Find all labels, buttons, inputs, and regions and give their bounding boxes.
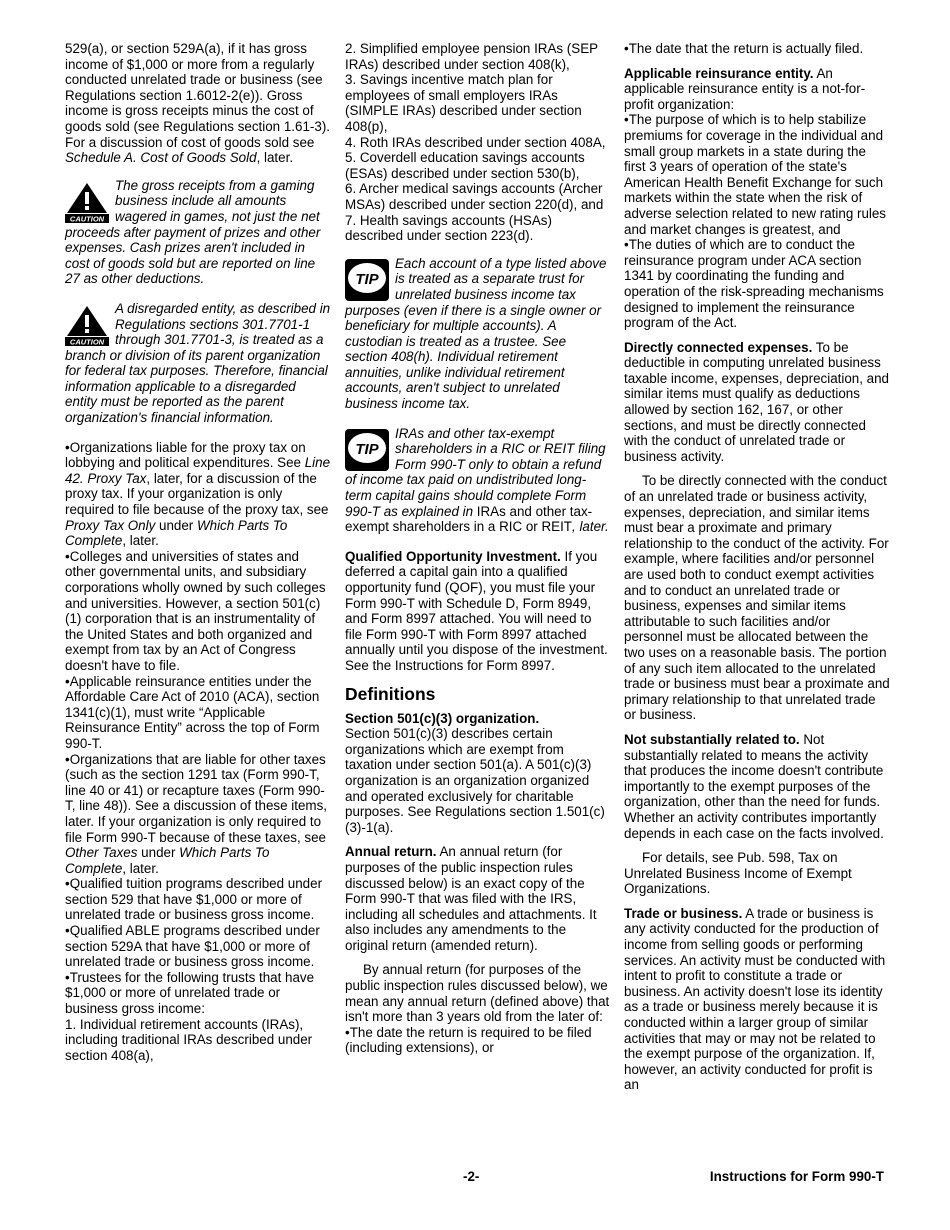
document-title: Instructions for Form 990-T (709, 1169, 884, 1184)
list-item-simple-iras: 3. Savings incentive match plan for employees of small employers IRAs (SIMPLE IRAs) described under section 408(p), (345, 72, 582, 134)
caution-note-disregarded-entity: CAUTION A disregarded entity, as described in Regulations sections 301.7701-1 through 301.7701-3, is treated as a branch or division of its parent organization for federal tax purposes. Therefore, financial information applicable to a disregarded entity must be reported as the parent organization's financial information. (65, 300, 331, 426)
bullet-reinsurance: •Applicable reinsurance entities under the Affordable Care Act of 2010 (ACA), section 1341(c)(1), must write “Applicable Reinsurance Entity” across the top of Form 990-T. (65, 673, 320, 751)
bullet-date-required: •The date the return is required to be filed (including extensions), or (345, 1024, 592, 1056)
tip-note-ric-reit: TIP IRAs and other tax-exempt shareholders in a RIC or REIT filing Form 990-T only to obtain a refund of income tax paid on undistributed long-term capital gains should complete Form 990-T as explained in IRAs and other tax-exempt shareholders in a RIC or REIT, later. (345, 425, 609, 535)
bullet-able-programs: •Qualified ABLE programs described under section 529A that have $1,000 or more of unrelated trade or business gross income. (65, 923, 320, 970)
bullet-trustees: •Trustees for the following trusts that have $1,000 or more of unrelated trade or business gross income: (65, 969, 315, 1017)
tip-note-separate-trust: TIP Each account of a type listed above is treated as a separate trust for unrelated business income tax purposes (even if there is a single owner or beneficiary for multiple accounts). A custodian is treated as a trustee. See section 408(h). Individual retirement annuities, unlike individual retirement accounts, aren't subject to unrelated business income tax. (345, 255, 607, 412)
svg-text:CAUTION: CAUTION (69, 214, 105, 223)
tip-icon (345, 429, 389, 471)
bullet-proxy-tax: •Organizations liable for the proxy tax on lobbying and political expenditures. See Line 42. Proxy Tax, later, for a discussion of the proxy tax. If your organization is only required to file because of the proxy tax, see Proxy Tax Only under Which Parts To Complete, later. (65, 439, 331, 549)
paragraph-reinsurance-entity: Applicable reinsurance entity. An applicable reinsurance entity is a not-for-profit organization: (624, 65, 866, 112)
column-3 (624, 41, 890, 1093)
list-item-roth-iras: 4. Roth IRAs described under section 408A, (345, 134, 606, 150)
paragraph-qualified-opportunity: Qualified Opportunity Investment. If you deferred a capital gain into a qualified opportunity fund (QOF), you must file your Form 990-T with Schedule D, Form 8949, and Form 8997 attached. You will need to file Form 990-T with Form 8997 attached annually until you dispose of the investment. See the Instructions for Form 8997. (345, 548, 608, 673)
paragraph-directly-connected-2: To be directly connected with the conduct of an unrelated trade or business activity, expenses, depreciation, and similar items must bear a proximate and primary relationship to the conduct of the activity. For example, where facilities and/or personnel are used both to conduct exempt activities and to conduct an unrelated trade or business, expenses and similar items attributable to such facilities and/or personnel must be allocated between the two uses on a reasonable basis. The portion of any such item allocated to the unrelated trade or business must bear a proximate and primary relationship to that unrelated trade or business. (624, 473, 890, 723)
svg-text:TIP: TIP (355, 270, 379, 288)
paragraph-annual-return-2: By annual return (for purposes of the public inspection rules discussed below), we mean any annual return (defined above) that isn't more than 3 years old from the later of: (345, 962, 610, 1025)
paragraph-pub-598: For details, see Pub. 598, Tax on Unrelated Business Income of Exempt Organizations. (624, 850, 852, 897)
list-item-hsa: 7. Health savings accounts (HSAs) described under section 223(d). (345, 212, 552, 244)
svg-text:TIP: TIP (355, 440, 379, 458)
list-item-iras: 1. Individual retirement accounts (IRAs), including traditional IRAs described under section 408(a), (65, 1016, 313, 1063)
list-item-sep-iras: 2. Simplified employee pension IRAs (SEP IRAs) described under section 408(k), (345, 41, 598, 72)
column-1 (65, 41, 331, 1063)
section-heading-definitions: Definitions (345, 683, 436, 704)
bullet-tuition-programs: •Qualified tuition programs described under section 529 that have $1,000 or more of unrelated trade or business gross income. (65, 876, 323, 923)
column-2 (345, 41, 611, 1056)
paragraph-gross-income: 529(a), or section 529A(a), if it has gross income of $1,000 or more from a regularly conducted unrelated trade or business (see Regulations section 1.6012-2(e)). Gross income is gross receipts minus the cost of goods sold (see Regulations section 1.61-3). For a discussion of cost of goods sold see Schedule A. Cost of Goods Sold, later. (65, 41, 330, 166)
paragraph-directly-connected: Directly connected expenses. To be deductible in computing unrelated business taxable income, expenses, depreciation, and similar items must qualify as deductions allowed by section 162, 167, or other sections, and must be directly connected with the conduct of unrelated trade or business activity. (624, 339, 890, 464)
svg-text:CAUTION: CAUTION (69, 337, 105, 346)
paragraph-annual-return: Annual return. An annual return (for purposes of the public inspection rules discussed below) is an exact copy of the Form 990-T that was filed with the IRS, including all schedules and attachments. It also includes any amendments to the original return (amended return). (345, 844, 597, 953)
tip-icon (345, 259, 389, 301)
list-item-coverdell: 5. Coverdell education savings accounts (ESAs) described under section 530(b), (345, 150, 585, 181)
paragraph-trade-or-business: Trade or business. A trade or business is any activity conducted for the production of income from selling goods or performing services. An activity must be conducted with intent to profit to constitute a trade or business. An activity doesn't lose its identity as a trade or business merely because it is conducted within a larger group of similar activities that may or may not be related to the exempt purpose of the organization. If, however, an activity conducted for profit is an (624, 905, 886, 1093)
bullet-reinsurance-duties: •The duties of which are to conduct the reinsurance program under ACA section 1341 by coordinating the funding and operation of the risk-spreading mechanisms designed to implement the reinsurance program of the Act. (624, 237, 884, 331)
paragraph-not-substantially-related: Not substantially related to. Not substantially related to means the activity that produces the income doesn't contribute importantly to the exempt purposes of the organization, other than the need for funds. Whether an activity contributes importantly depends in each case on the facts involved. (624, 731, 884, 841)
caution-icon (65, 304, 109, 346)
paragraph-501c3: Section 501(c)(3) describes certain organizations which are exempt from taxation under section 501(a). A 501(c)(3) organization is an organization organized and operated exclusively for charitable purposes. See Regulations section 1.501(c)(3)-1(a). (345, 726, 605, 835)
list-item-archer-msa: 6. Archer medical savings accounts (Archer MSAs) described under section 220(d), and (345, 181, 604, 212)
heading-501c3: Section 501(c)(3) organization. (345, 710, 540, 726)
caution-note-gaming: CAUTION The gross receipts from a gaming business include all amounts wagered in games, not just the net proceeds after payment of prizes and other expenses. Cash prizes aren't included in cost of goods sold but are reported on line 27 as other deductions. (65, 177, 321, 287)
bullet-colleges: •Colleges and universities of states and other governmental units, and subsidiary corporations wholly owned by such colleges and universities. However, a section 501(c)(1) corporation that is an instrumentality of the United States and both organized and exempt from tax by an Act of Congress doesn't have to file. (65, 548, 326, 673)
bullet-stabilize-premiums: •The purpose of which is to help stabilize premiums for coverage in the individual and small group markets in a state during the first 3 years of operation of the state's American Health Benefit Exchange for such markets within the state when the risk of adverse selection related to new rating rules and market changes is greatest, and (624, 112, 887, 237)
bullet-other-taxes: •Organizations that are liable for other taxes (such as the section 1291 tax (Form 990-T, line 40 or 41) or recapture taxes (Form 990-T, line 48)). See a discussion of these items, later. If your organization is only required to file Form 990-T because of these taxes, see Other Taxes under Which Parts To Complete, later. (65, 751, 327, 876)
caution-icon (65, 181, 109, 223)
bullet-date-filed: •The date that the return is actually filed. (624, 41, 864, 56)
page-number: -2- (463, 1169, 480, 1184)
